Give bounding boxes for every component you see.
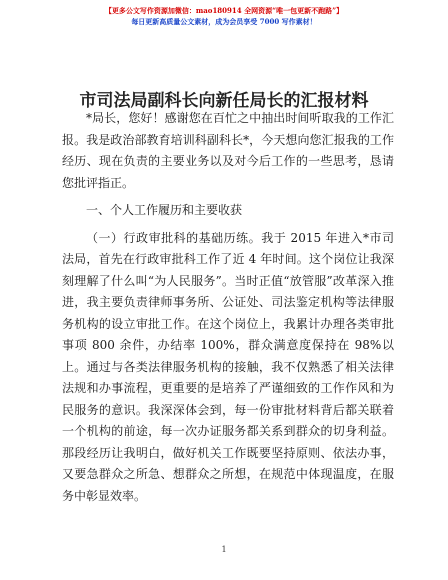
document-body <box>62 108 394 507</box>
page-number: 1 <box>221 545 227 554</box>
document-title: 市司法局副科长向新任局长的汇报材料 <box>79 91 369 111</box>
body-paragraph: （一）行政审批科的基础历练。我于 2015 年进入*市司法局，首先在行政审批科工作了近 4 年时间。这个岗位让我深刻理解了什么叫“为人民服务”。当时正值“放管服”改革深入推进，我主要负责律师事务所、公证处、司法鉴定机构等法律服务机构的设立审批工作。在这个岗位上，我累计办理各类审批事项 800 余件，办结率 100%，群众满意度保持在 98%以上。通过与各类法律服务机构的接触，我不仅熟悉了相关法律法规和办事流程，更重要的是培养了严谨细致的工作作风和为民服务的意识。我深深体会到，每一份审批材料背后都关联着一个机构的前途，每一次办证服务都关系到群众的切身利益。那段经历让我明白，做好机关工作既要坚持原则、依法办事，又要急群众之所急、想群众之所想，在规范中体现温度，在服务中彰显效率。 <box>62 230 394 503</box>
promo-banner-line1: 【更多公文写作资源加微信：mao180914 全网资源“唯一包更新不跑路”】 <box>104 6 344 15</box>
section-heading: 一、个人工作履历和主要收获 <box>86 203 243 217</box>
promo-banner-line2: 每日更新高质量公文素材，成为会员享受 7000 写作素材！ <box>131 17 317 26</box>
intro-paragraph: *局长，您好！感谢您在百忙之中抽出时间听取我的工作汇报。我是政治部教育培训科副科长*，今天想向您汇报我的工作经历、现在负责的主要业务以及对今后工作的一些思考，恳请您批评指正。 <box>62 111 394 190</box>
